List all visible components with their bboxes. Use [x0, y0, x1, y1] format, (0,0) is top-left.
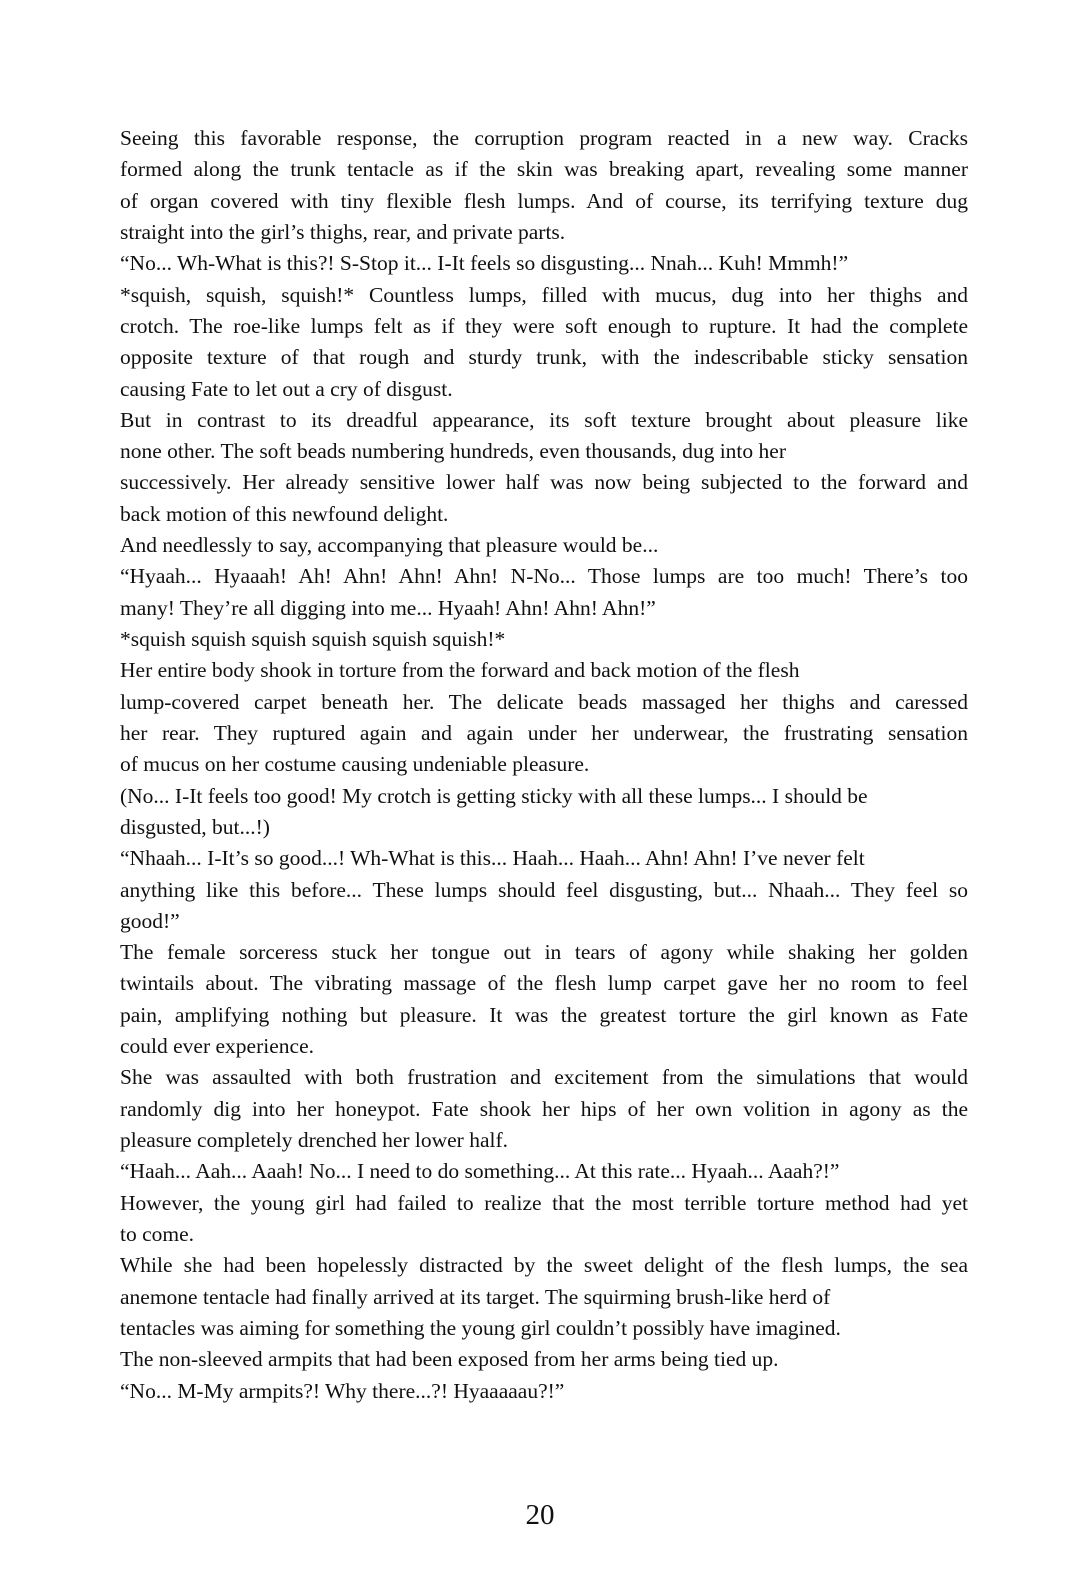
text-line: However, the young girl had failed to realize that the most terrible torture method had yet [120, 1190, 968, 1215]
text-line: many! They’re all digging into me... Hyaah! Ahn! Ahn! Ahn!” [120, 595, 656, 620]
text-line: none other. The soft beads numbering hundreds, even thousands, dug into her [120, 439, 786, 464]
text-line: formed along the trunk tentacle as if the skin was breaking apart, revealing some manner [120, 157, 968, 182]
text-line: opposite texture of that rough and sturdy trunk, with the indescribable sticky sensation [120, 345, 968, 370]
text-line: Seeing this favorable response, the corruption program reacted in a new way. Cracks [120, 126, 968, 150]
text-line: (No... I-It feels too good! My crotch is getting sticky with all these lumps... I should be [120, 783, 868, 808]
text-line: pain, amplifying nothing but pleasure. It was the greatest torture the girl known as Fate [120, 1002, 968, 1027]
text-line: “Nhaah... I-It’s so good...! Wh-What is this... Haah... Haah... Ahn! Ahn! I’ve never felt [120, 846, 865, 871]
text-line: twintails about. The vibrating massage of the flesh lump carpet gave her no room to feel [120, 971, 968, 996]
text-line: good!” [120, 908, 180, 933]
text-line: of mucus on her costume causing undeniable pleasure. [120, 752, 590, 777]
text-line: causing Fate to let out a cry of disgust. [120, 376, 453, 401]
text-line: “Haah... Aah... Aaah! No... I need to do something... At this rate... Hyaah... Aaah?!” [120, 1159, 840, 1184]
text-line: randomly dig into her honeypot. Fate shook her hips of her own volition in agony as the [120, 1096, 968, 1121]
text-line: “No... M-My armpits?! Why there...?! Hyaaaaau?!” [120, 1378, 565, 1403]
text-line: While she had been hopelessly distracted by the sweet delight of the flesh lumps, the sea [120, 1253, 968, 1278]
text-line: “No... Wh-What is this?! S-Stop it... I-It feels so disgusting... Nnah... Kuh! Mmmh!” [120, 251, 849, 276]
text-line: And needlessly to say, accompanying that pleasure would be... [120, 533, 659, 558]
text-line: successively. Her already sensitive lower half was now being subjected to the forward and [120, 470, 968, 495]
text-line: straight into the girl’s thighs, rear, and private parts. [120, 219, 566, 244]
text-line: She was assaulted with both frustration and excitement from the simulations that would [120, 1065, 968, 1090]
text-line: could ever experience. [120, 1034, 314, 1059]
text-line: crotch. The roe-like lumps felt as if they were soft enough to rupture. It had the complete [120, 313, 968, 338]
text-line: anything like this before... These lumps should feel disgusting, but... Nhaah... They feel so [120, 877, 968, 902]
text-line: disgusted, but...!) [120, 814, 270, 839]
text-line: anemone tentacle had finally arrived at its target. The squirming brush-like herd of [120, 1284, 831, 1309]
text-line: But in contrast to its dreadful appearance, its soft texture brought about pleasure like [120, 407, 968, 432]
text-line: tentacles was aiming for something the young girl couldn’t possibly have imagined. [120, 1315, 841, 1340]
text-line: her rear. They ruptured again and again under her underwear, the frustrating sensation [120, 720, 968, 745]
text-line: of organ covered with tiny flexible flesh lumps. And of course, its terrifying texture dug [120, 188, 968, 213]
text-line: pleasure completely drenched her lower half. [120, 1128, 509, 1152]
text-line: The non-sleeved armpits that had been exposed from her arms being tied up. [120, 1347, 779, 1372]
text-line: “Hyaah... Hyaaah! Ah! Ahn! Ahn! Ahn! N-No... Those lumps are too much! There’s too [120, 564, 968, 589]
page-number: 20 [525, 1499, 555, 1531]
page-text-block [120, 123, 968, 1407]
text-line: Her entire body shook in torture from the forward and back motion of the flesh [120, 658, 800, 683]
text-line: The female sorceress stuck her tongue out in tears of agony while shaking her golden [120, 940, 968, 965]
text-line: to come. [120, 1221, 195, 1246]
text-line: *squish, squish, squish!* Countless lumps, filled with mucus, dug into her thighs and [120, 282, 968, 307]
text-line: *squish squish squish squish squish squish!* [120, 627, 506, 651]
text-line: back motion of this newfound delight. [120, 501, 449, 526]
text-line: lump-covered carpet beneath her. The delicate beads massaged her thighs and caressed [120, 689, 968, 714]
